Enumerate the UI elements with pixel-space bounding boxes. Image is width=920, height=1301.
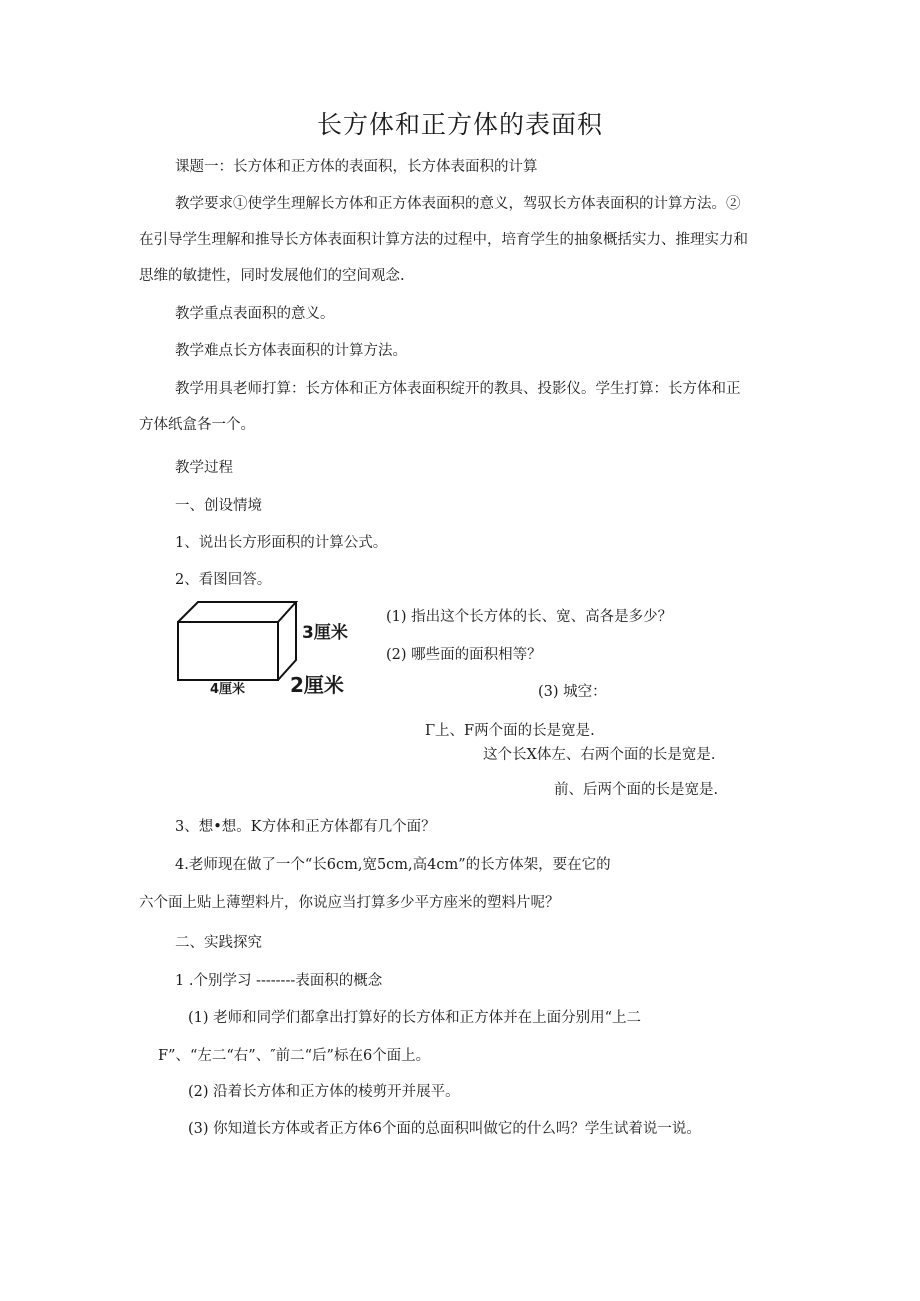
page-title: 长方体和正方体的表面积 <box>316 110 603 139</box>
step-1-line-1: (1) 老师和同学们都拿出打算好的长方体和正方体并在上面分别用“上二 <box>188 1010 642 1026</box>
cuboid-top-face <box>178 602 296 622</box>
section-practice-explore: 二、实践探究 <box>175 935 262 951</box>
section-teaching-process: 教学过程 <box>175 460 233 476</box>
question-3: (3) 城空： <box>538 684 607 700</box>
teaching-focus: 教学重点表面积的意义。 <box>175 306 335 322</box>
question-2: (2) 哪些面的面积相等？ <box>386 647 542 663</box>
section-create-situation: 一、创设情境 <box>175 498 262 514</box>
teaching-difficulty: 教学难点长方体表面积的计算方法。 <box>175 343 407 359</box>
step-2: (2) 沿着长方体和正方体的棱剪开并展平。 <box>188 1084 460 1100</box>
question-1: (1) 指出这个长方体的长、宽、高各是多少？ <box>386 609 673 625</box>
teaching-requirement-line-1: 教学要求①使学生理解长方体和正方体表面积的意义，驾驭长方体表面积的计算方法。② <box>175 196 741 212</box>
length-label: 4厘米 <box>210 682 246 697</box>
step-3: (3) 你知道长方体或者正方体6个面的总面积叫做它的什么吗？学生试着说一说。 <box>188 1121 701 1137</box>
teaching-aids-line-2: 方体纸盒各一个。 <box>139 417 255 433</box>
teaching-aids-line-1: 教学用具老师打算：长方体和正方体表面积绽开的教具、投影仪。学生打算：长方体和正 <box>175 381 741 397</box>
fill-front-back: 前、后两个面的长是宽是. <box>554 782 719 798</box>
teaching-requirement-line-3: 思维的敏捷性，同时发展他们的空间观念. <box>139 268 405 284</box>
item-2-look-and-answer: 2、看图回答。 <box>175 572 272 588</box>
lesson-topic: 课题一：长方体和正方体的表面积，长方体表面积的计算 <box>175 159 538 175</box>
item-4-problem-line-1: 4.老师现在做了一个“长6cm,宽5cm,高4cm”的长方体架，要在它的 <box>175 857 611 873</box>
step-1-line-2: F”、“左二“右”、″前二“后”标在6个面上。 <box>158 1048 431 1064</box>
fill-top-bottom: Γ上、F两个面的长是宽是. <box>425 723 595 739</box>
width-label: 2厘米 <box>290 673 344 697</box>
fill-left-right: 这个长X体左、右两个面的长是宽是. <box>483 747 716 763</box>
item-1-area-formula: 1、说出长方形面积的计算公式。 <box>175 535 388 551</box>
item-3-think: 3、想•想。K方体和正方体都有几个面？ <box>175 819 436 835</box>
individual-study: 1 .个别学习 --------表面积的概念 <box>175 973 383 989</box>
cuboid-front-face <box>178 622 278 680</box>
height-label: 3厘米 <box>302 623 348 643</box>
item-4-problem-line-2: 六个面上贴上薄塑料片，你说应当打算多少平方座米的塑料片呢？ <box>139 895 560 911</box>
cuboid-figure <box>172 598 362 700</box>
teaching-requirement-line-2: 在引导学生理解和推导长方体表面积计算方法的过程中，培育学生的抽象概括实力、推理实力和 <box>139 232 748 248</box>
